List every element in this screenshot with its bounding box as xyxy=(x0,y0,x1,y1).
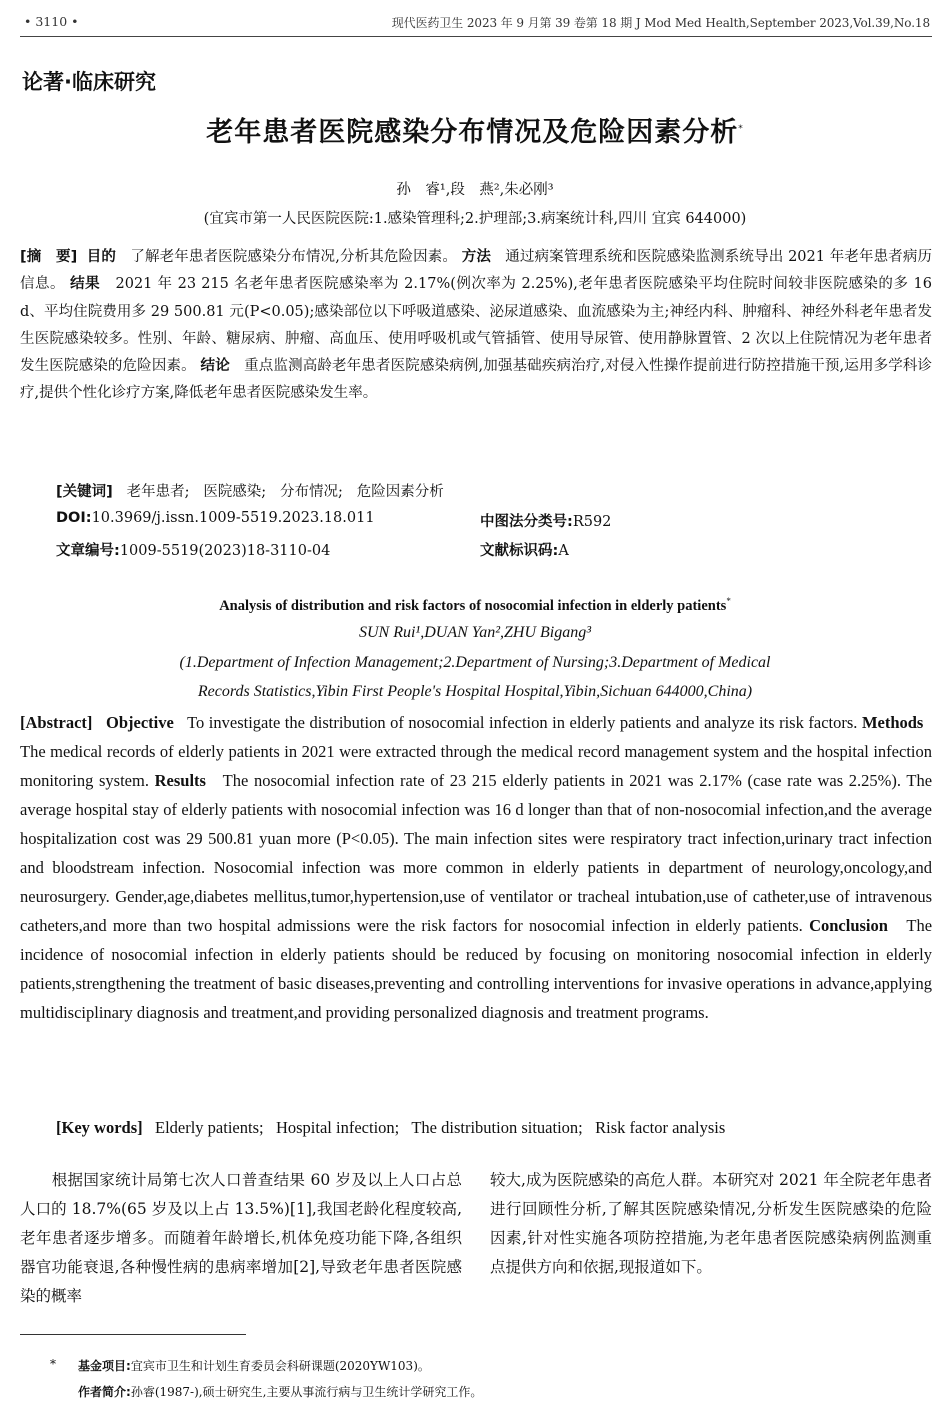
objective-en-text: To investigate the distribution of nosocomial infection in elderly patients and analyze its risk factors. xyxy=(187,713,858,732)
clc xyxy=(480,510,611,531)
title-en-text: Analysis of distribution and risk factors of nosocomial infection in elderly patients xyxy=(219,597,727,614)
keyword-cn: 老年患者; xyxy=(126,484,190,500)
keyword-cn: 医院感染; xyxy=(203,484,267,500)
author-bio-text: 孙睿(1987-),硕士研究生,主要从事流行病与卫生统计学研究工作。 xyxy=(130,1385,483,1399)
authors-en: SUN Rui¹,DUAN Yan²,ZHU Bigang³ xyxy=(358,624,592,641)
footnote-rule xyxy=(20,1334,246,1335)
abstract-cn xyxy=(20,244,932,408)
results-en-label: Results xyxy=(154,771,206,790)
clc-value: R592 xyxy=(572,514,612,530)
affiliation-en-1: (1.Department of Infection Management;2.Department of Nursing;3.Department of Medical xyxy=(179,654,771,671)
header-rule xyxy=(20,36,932,37)
footnote-star: * xyxy=(50,1357,56,1371)
clc-label: 中图法分类号: xyxy=(480,514,573,530)
body-left-column: 根据国家统计局第七次人口普查结果 60 岁及以上人口占总人口的 18.7%(65 岁及以上占 13.5%)[1],我国老龄化程度较高,老年患者逐步增多。而随着年龄增长,机体免疫功能下降,各组织器官功能衰退,各种慢性病的患病率增加[2],导致老年患者医院感染的概率 xyxy=(20,1171,462,1305)
section-label: 论著·临床研究 xyxy=(22,70,156,94)
keyword-en: Risk factor analysis xyxy=(595,1118,726,1137)
methods-en-label: Methods xyxy=(861,713,924,732)
keywords-en xyxy=(56,1113,936,1142)
methods-text: 通过病案管理系统和医院感染监测系统导出 2021 年老年患者病历信息。 xyxy=(20,249,933,293)
fund-text: 宜宾市卫生和计划生育委员会科研课题(2020YW103)。 xyxy=(130,1359,430,1373)
fund-label: 基金项目: xyxy=(78,1359,131,1373)
doc-code xyxy=(480,539,569,560)
running-header: 现代医药卫生 2023 年 9 月第 39 卷第 18 期 J Mod Med Health,September 2023,Vol.39,No.18 xyxy=(391,16,930,30)
keywords-en-label: [Key words] xyxy=(56,1118,143,1137)
article-number xyxy=(56,539,330,560)
article-value: 1009-5519(2023)18-3110-04 xyxy=(119,543,331,559)
results-en-text: The nosocomial infection rate of 23 215 elderly patients in 2021 was 2.17% (case rate was 2.25%). The average hospital stay of elderly patients with nosocomial infection was 16 d longer than that of non-nosocomial infection,and the average hospitalization cost was 29 500.81 yuan more (P<0.05). The main infection sites were respiratory tract infection,urinary tract infection and bloodstream infection. Nosocomial infection was more common in elderly patients in department of neurology,oncology,and neurosurgery. Gender,age,diabetes mellitus,tumor,hypertension,use of ventilator or tracheal intubation,use of catheter,use of intravenous catheters,and more than two hospital admissions were the risk factors for nosocomial infection in elderly patients. xyxy=(20,771,933,935)
results-text: 2021 年 23 215 名老年患者医院感染率为 2.17%(例次率为 2.25%),老年患者医院感染平均住院时间较非医院感染的多 16 d、平均住院费用多 29 500.81 元(P<0.05);感染部位以下呼吸道感染、泌尿道感染、血流感染为主;神经内科、肿瘤科、神经外科老年患者发生医院感染较多。性别、年龄、糖尿病、肿瘤、高血压、使用呼吸机或气管插管、使用导尿管、使用静脉置管、2 次以上住院情况为老年患者发生医院感染的危险因素。 xyxy=(20,276,933,375)
keywords-cn-label: [关键词] xyxy=(56,484,113,500)
conclusion-text: 重点监测高龄老年患者医院感染病例,加强基础疾病治疗,对侵入性操作提前进行防控措施干预,运用多学科诊疗,提供个性化诊疗方案,降低老年患者医院感染发生率。 xyxy=(20,358,933,402)
doi-value: 10.3969/j.issn.1009-5519.2023.18.011 xyxy=(91,510,375,526)
conclusion-en-text: The incidence of nosocomial infection in elderly patients should be reduced by focusing on monitoring nosocomial infection in elderly patients,strengthening the treatment of basic diseases,preventing and controlling interventions for invasive operations in advance,applying multidisciplinary diagnosis and treatment,and providing personalized diagnosis and treatment programs. xyxy=(20,916,933,1022)
doc-label: 文献标识码: xyxy=(480,543,559,559)
keywords-cn xyxy=(56,480,444,501)
article-label: 文章编号: xyxy=(56,543,120,559)
title-cn xyxy=(0,110,950,149)
keyword-cn: 危险因素分析 xyxy=(356,484,444,500)
objective-text: 了解老年患者医院感染分布情况,分析其危险因素。 xyxy=(130,249,458,265)
keyword-en: The distribution situation; xyxy=(411,1118,583,1137)
title-cn-text: 老年患者医院感染分布情况及危险因素分析 xyxy=(206,117,739,148)
author-bio-label: 作者简介: xyxy=(78,1385,131,1399)
footnote-fund xyxy=(78,1357,430,1374)
footnote-author xyxy=(78,1383,482,1400)
page-number: • 3110 • xyxy=(24,14,79,29)
title-en-mark: * xyxy=(726,596,731,606)
keyword-cn: 分布情况; xyxy=(280,484,343,500)
body-right-column: 较大,成为医院感染的高危人群。本研究对 2021 年全院老年患者进行回顾性分析,了解其医院感染情况,分析发生医院感染的危险因素,针对性实施各项防控措施,为老年患者医院感染病例监测重点提供方向和依据,现报道如下。 xyxy=(490,1171,932,1276)
keyword-en: Elderly patients; xyxy=(154,1118,264,1137)
authors-cn: 孙 睿¹,段 燕²,朱必刚³ xyxy=(396,182,554,198)
objective-en-label: Objective xyxy=(105,713,174,732)
affiliation-en-2: Records Statistics,Yibin First People's Hospital Hospital,Yibin,Sichuan 644000,China) xyxy=(197,683,753,700)
abstract-cn-label: [摘 要] xyxy=(20,249,78,265)
conclusion-label: 结论 xyxy=(200,358,230,375)
results-label: 结果 xyxy=(70,276,101,293)
title-en xyxy=(0,596,950,615)
title-footnote-mark: * xyxy=(738,124,744,134)
methods-en-text: The medical records of elderly patients in 2021 were extracted through the medical record management system and the hospital infection monitoring system. xyxy=(20,742,932,790)
doi xyxy=(56,510,375,526)
affiliation-cn: (宜宾市第一人民医院医院:1.感染管理科;2.护理部;3.病案统计科,四川 宜宾 644000) xyxy=(203,211,747,227)
abstract-en xyxy=(20,708,932,1027)
conclusion-en-label: Conclusion xyxy=(809,916,888,935)
methods-label: 方法 xyxy=(461,249,492,265)
doc-value: A xyxy=(558,543,569,559)
keyword-en: Hospital infection; xyxy=(275,1118,400,1137)
objective-label: 目的 xyxy=(86,249,117,265)
abstract-en-label: [Abstract] xyxy=(20,713,93,732)
doi-label: DOI: xyxy=(56,510,92,526)
